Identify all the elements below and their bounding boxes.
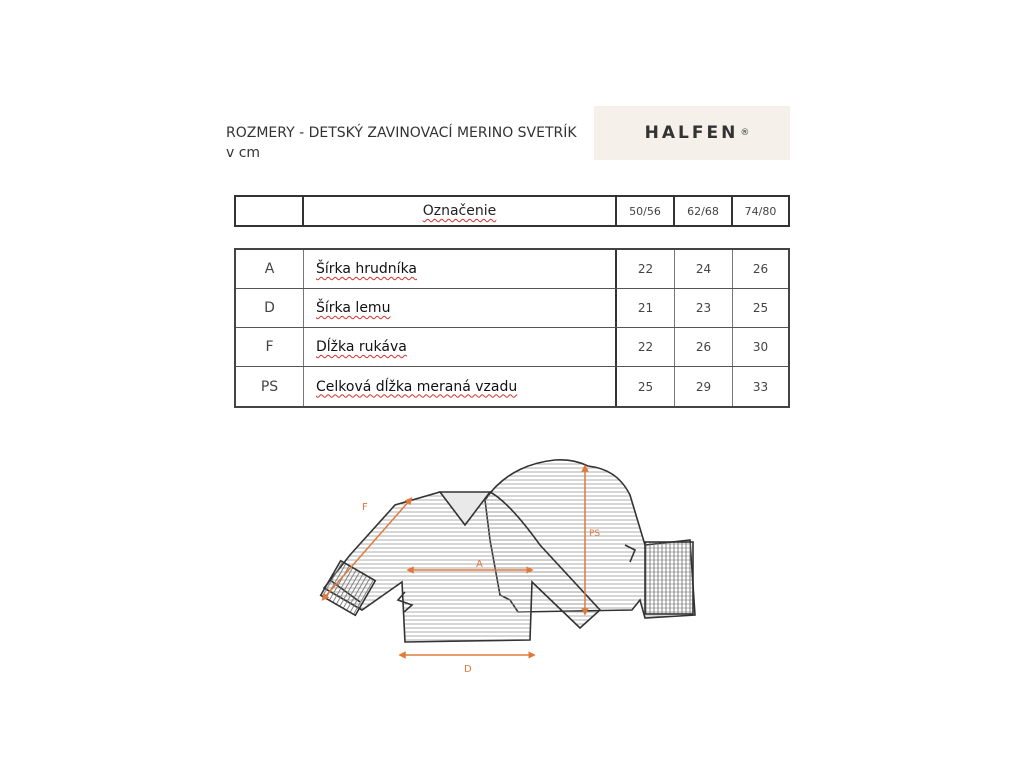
header-empty-cell (236, 197, 304, 225)
label-ps: PS (589, 529, 601, 539)
size-header-table (234, 195, 790, 227)
logo-text: HALFEN (644, 123, 739, 143)
row-value: 33 (752, 379, 769, 394)
row-value: 22 (617, 328, 675, 366)
row-label: Celková dĺžka meraná vzadu (316, 378, 518, 395)
row-value: 30 (752, 340, 769, 354)
header-label-cell (304, 197, 617, 225)
row-code: D (236, 289, 304, 327)
table-row (236, 289, 788, 328)
row-label: Šírka lemu (316, 300, 391, 316)
row-value: 25 (617, 367, 675, 406)
row-label-cell (304, 367, 617, 406)
label-a: A (476, 559, 483, 570)
registered-mark: ® (740, 128, 750, 138)
header-size-3: 74/80 (744, 204, 777, 218)
row-label: Šírka hrudníka (316, 261, 418, 277)
label-d: D (464, 664, 472, 675)
measurements-table (234, 248, 790, 408)
label-f: F (362, 502, 368, 513)
row-code: F (236, 328, 304, 366)
row-value: 25 (752, 301, 769, 315)
row-label-cell (304, 328, 617, 366)
row-value: 22 (617, 250, 675, 288)
row-label-cell (304, 250, 617, 288)
row-label: Dĺžka rukáva (316, 339, 407, 355)
row-code: PS (236, 367, 304, 406)
row-value: 26 (675, 328, 733, 366)
title-line-1: ROZMERY - DETSKÝ ZAVINOVACÍ MERINO SVETRÍK (226, 125, 577, 141)
sweater-diagram (300, 450, 720, 680)
header-size-1: 50/56 (617, 197, 675, 225)
row-value: 24 (675, 250, 733, 288)
header-size-2: 62/68 (675, 197, 733, 225)
row-value: 26 (752, 262, 769, 276)
header-label: Označenie (422, 203, 497, 219)
row-value: 29 (675, 367, 733, 406)
title-line-2: v cm (226, 145, 261, 161)
row-value: 21 (617, 289, 675, 327)
table-row (236, 250, 788, 289)
row-code: A (236, 250, 304, 288)
brand-logo (594, 106, 790, 160)
row-value: 23 (675, 289, 733, 327)
table-row (236, 367, 788, 406)
row-label-cell (304, 289, 617, 327)
table-row (236, 328, 788, 367)
document-title (226, 123, 577, 163)
